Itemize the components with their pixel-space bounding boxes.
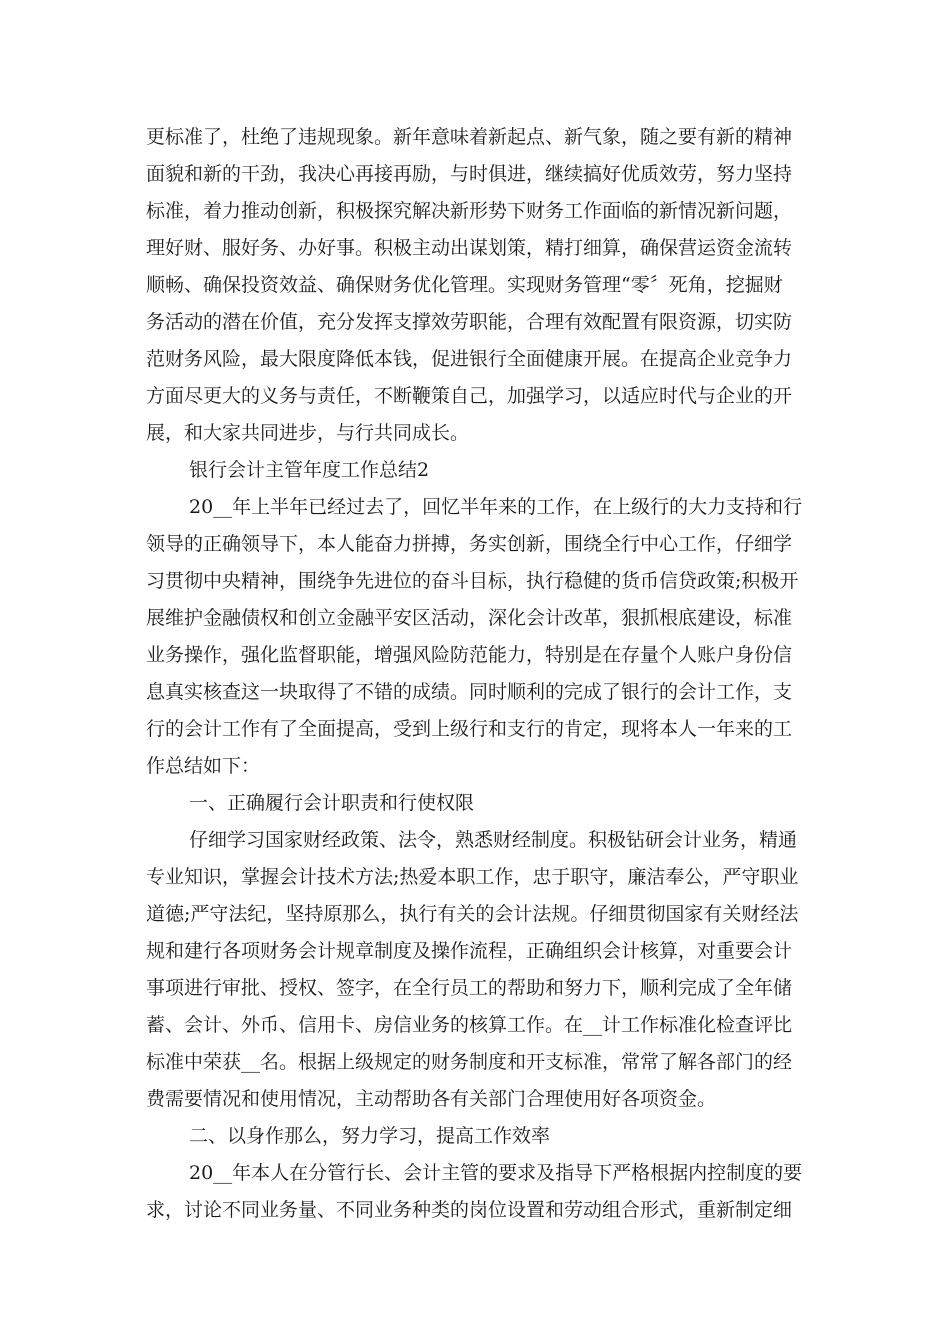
text-line: 习贯彻中央精神，围绕争先进位的奋斗目标，执行稳健的货币信贷政策;积极开 [146,570,799,592]
text-line: 20__年本人在分管行长、会计主管的要求及指导下严格根据内控制度的要 [189,1162,803,1184]
text-line: 标准中荣获__名。根据上级规定的财务制度和开支标准，常常了解各部门的经 [146,1051,793,1073]
text-line: 费需要情况和使用情况，主动帮助各有关部门合理使用好各项资金。 [146,1088,717,1110]
text-line: 范财务风险，最大限度降低本钱，促进银行全面健康开展。在提高企业竞争力 [146,348,793,370]
section-heading: 银行会计主管年度工作总结2 [189,459,430,481]
text-line: 规和建行各项财务会计规章制度及操作流程，正确组织会计核算，对重要会计 [146,940,793,962]
text-line: 仔细学习国家财经政策、法令，熟悉财经制度。积极钻研会计业务，精通 [189,829,798,851]
text-line: 务活动的潜在价值，充分发挥支撑效劳职能，合理有效配置有限资源，切实防 [146,311,793,333]
text-line: 更标准了，杜绝了违规现象。新年意味着新起点、新气象，随之要有新的精神 [146,126,793,148]
text-line: 求，讨论不同业务量、不同业务种类的岗位设置和劳动组合形式，重新制定细 [146,1199,793,1221]
text-line: 道德;严守法纪，坚持原那么，执行有关的会计法规。仔细贯彻国家有关财经法 [146,903,799,925]
text-line: 20__年上半年已经过去了，回忆半年来的工作，在上级行的大力支持和行 [189,496,803,518]
text-line: 领导的正确领导下，本人能奋力拼搏，务实创新，围绕全行中心工作，仔细学 [146,533,793,555]
text-line: 蓄、会计、外币、信用卡、房信业务的核算工作。在__计工作标准化检查评比 [146,1014,793,1036]
text-line: 方面尽更大的义务与责任，不断鞭策自己，加强学习，以适应时代与企业的开 [146,385,793,407]
text-line: 专业知识，掌握会计技术方法;热爱本职工作，忠于职守，廉洁奉公，严守职业 [146,866,799,888]
section-heading: 一、正确履行会计职责和行使权限 [189,792,475,814]
text-line: 面貌和新的干劲，我决心再接再励，与时俱进，继续搞好优质效劳，努力坚持 [146,163,793,185]
text-line: 顺畅、确保投资效益、确保财务优化管理。实现财务管理“零〞死角，挖掘财 [146,274,783,296]
text-line: 业务操作，强化监督职能，增强风险防范能力，特别是在存量个人账户身份信 [146,644,793,666]
text-line: 作总结如下： [146,755,261,777]
text-line: 展，和大家共同进步，与行共同成长。 [146,422,470,444]
text-line: 息真实核查这一块取得了不错的成绩。同时顺利的完成了银行的会计工作，支 [146,681,793,703]
text-line: 行的会计工作有了全面提高，受到上级行和支行的肯定，现将本人一年来的工 [146,718,793,740]
text-line: 展维护金融债权和创立金融平安区活动，深化会计改革，狠抓根底建设，标准 [146,607,793,629]
text-line: 事项进行审批、授权、签字，在全行员工的帮助和努力下，顺利完成了全年储 [146,977,793,999]
text-line: 理好财、服好务、办好事。积极主动出谋划策，精打细算，确保营运资金流转 [146,237,793,259]
text-line: 标准，着力推动创新，积极探究解决新形势下财务工作面临的新情况新问题， [146,200,793,222]
section-heading: 二、以身作那么，努力学习，提高工作效率 [189,1125,551,1147]
